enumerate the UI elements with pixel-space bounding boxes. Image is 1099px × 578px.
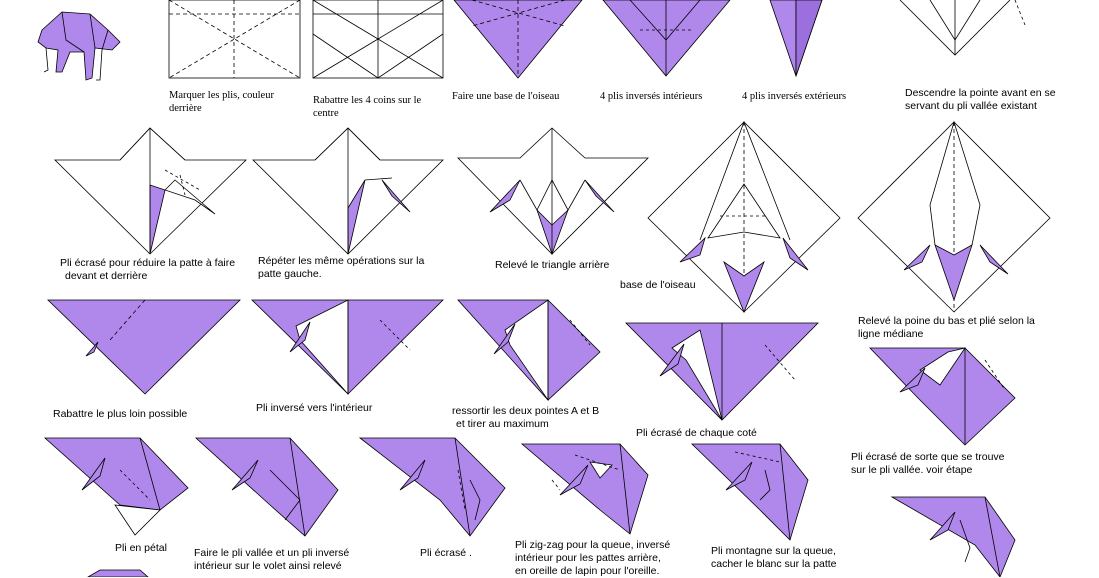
step-fold-down: [48, 300, 240, 394]
step-inside-reverse-folds: [603, 0, 730, 76]
step-repeat-left-leg: [253, 128, 443, 254]
step-pull-points-ab: [458, 300, 600, 400]
caption-ressortir-pointes: ressortir les deux pointes A et B et tirer au maximum: [452, 405, 600, 430]
finished-elephant-figure: [38, 12, 120, 80]
caption-pli-vallee-inverse: Faire le pli vallée et un pli inversé intérieur sur le volet ainsi relevé: [194, 547, 350, 572]
caption-descendre-pointe: Descendre la pointe avant en se servant du pli vallée existant: [905, 87, 1056, 112]
step-four-corners: [313, 0, 443, 78]
caption-plis-interieurs: 4 plis inversés intérieurs: [600, 91, 703, 102]
step-petal-fold: [45, 438, 188, 535]
step-square-creases: [169, 0, 300, 78]
step-lower-front-point: [900, 0, 1025, 55]
step-partial-bottom: [88, 570, 148, 577]
caption-base-oiseau: base de l'oiseau: [620, 279, 696, 291]
step-squash-both-sides: [626, 323, 818, 420]
caption-pli-ecrase: Pli écrasé .: [420, 547, 472, 559]
step-valley-inside-reverse: [196, 438, 338, 536]
caption-plis-exterieurs: 4 plis inversés extérieurs: [742, 91, 847, 102]
caption-base-oiseau-faire: Faire une base de l'oiseau: [452, 91, 560, 102]
step-inside-reverse: [252, 300, 443, 394]
caption-repeter-operations: Répéter les même opérations sur la patte gauche.: [258, 255, 425, 280]
step-final-shape: [892, 497, 1015, 577]
caption-pli-petal: Pli en pétal: [115, 542, 167, 554]
caption-pli-montagne: Pli montagne sur la queue, cacher le blanc sur la patte: [711, 545, 837, 570]
caption-pli-zigzag: Pli zig-zag pour la queue, inversé intérieur pour les pattes arrière, en oreille de lapin pour l'oreille.: [515, 539, 671, 577]
caption-rabattre-loin: Rabattre le plus loin possible: [53, 408, 188, 420]
step-mountain-tail: [692, 444, 808, 540]
caption-pli-inverse-interieur: Pli inversé vers l'intérieur: [256, 402, 373, 414]
caption-marquer-plis: Marquer les plis, couleur derrière: [169, 90, 274, 114]
step-zigzag-tail: [522, 444, 648, 534]
caption-releve-triangle: Relevé le triangle arrière: [495, 259, 610, 271]
step-lift-back-triangle: [458, 128, 648, 254]
step-squash-front-leg: [55, 128, 246, 254]
step-fold-median: [870, 348, 1015, 445]
caption-pli-ecrase-cote: Pli écrasé de chaque coté: [636, 427, 757, 439]
caption-releve-poine: Relevé la poine du bas et plié selon la ligne médiane: [858, 315, 1035, 340]
step-outside-reverse-folds: [770, 0, 822, 76]
caption-rabattre-coins: Rabattre les 4 coins sur le centre: [313, 95, 422, 119]
caption-pli-ecrase-sorte: Pli écrasé de sorte que se trouve sur le pli vallée. voir étape: [851, 451, 1005, 476]
step-bird-base: [454, 0, 582, 78]
caption-pli-ecrase-patte: Pli écrasé pour réduire la patte à faire devant et derrière: [60, 257, 236, 282]
step-bird-base-lifted: [858, 122, 1050, 312]
step-squash: [360, 438, 505, 536]
